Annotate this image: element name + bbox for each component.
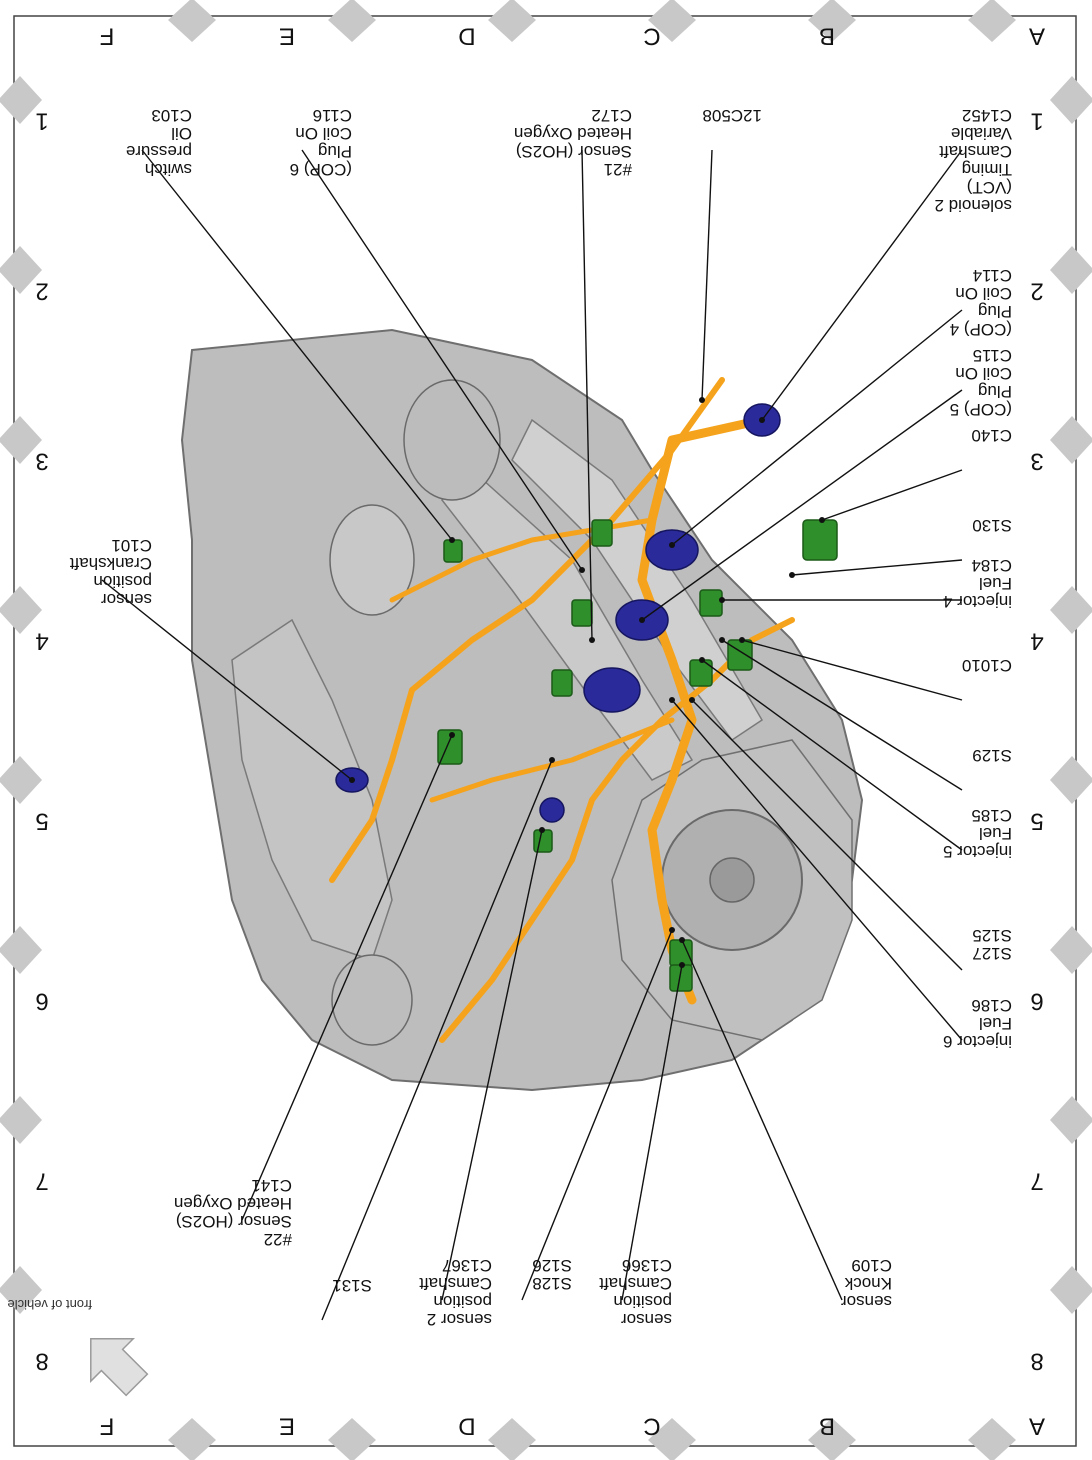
grid-row-label: A	[1028, 22, 1046, 50]
callout-text-line: injector 5	[943, 842, 1012, 861]
callout-text-line: Plug	[977, 382, 1012, 401]
connector-c103	[444, 540, 462, 562]
callout-text-line: position	[613, 1292, 672, 1311]
callout-text-line: C101	[111, 536, 152, 555]
edge-marker	[968, 1418, 1016, 1460]
front-of-vehicle	[7, 1297, 158, 1406]
edge-marker	[0, 926, 42, 974]
grid-column-label: 3	[35, 447, 49, 475]
oil-filter	[330, 505, 414, 615]
callout-text-line: C109	[851, 1256, 892, 1275]
callout-text-line: 12C508	[702, 106, 762, 125]
grid-column-label: 8	[35, 1347, 49, 1375]
edge-marker	[0, 1096, 42, 1144]
callout-text-line: Knock	[844, 1274, 892, 1293]
edge-marker	[168, 1418, 216, 1460]
grid-row-label: E	[278, 22, 296, 50]
callout-text-line: pressure	[125, 142, 192, 161]
edge-marker	[0, 756, 42, 804]
callout-text-line: C1452	[961, 106, 1012, 125]
leader-arrowhead	[589, 637, 595, 643]
callout-text-line: S130	[972, 516, 1012, 535]
grid-row-label: F	[99, 1412, 115, 1440]
callout-text-line: S127	[972, 944, 1012, 963]
callout-text-line: Fuel	[978, 1014, 1012, 1033]
callout-text-line: Variable	[950, 124, 1012, 143]
grid-column-label: 1	[35, 107, 49, 135]
leader-arrowhead	[579, 567, 585, 573]
connector-c1010	[728, 640, 752, 670]
leader-c1452	[762, 150, 962, 420]
edge-marker	[328, 0, 376, 42]
callout-text-line: C1366	[621, 1256, 672, 1275]
callout-12c508	[702, 106, 762, 125]
leader-arrowhead	[539, 827, 545, 833]
grid-column-label: 5	[1030, 807, 1044, 835]
callout-text-line: C1367	[441, 1256, 492, 1275]
edge-marker	[1050, 1096, 1092, 1144]
callout-text-line: C140	[971, 426, 1012, 445]
grid-row-label: B	[818, 1412, 836, 1440]
callout-text-line: Coil On	[295, 124, 352, 143]
callout-text-line: sensor	[840, 1292, 892, 1311]
callout-text-line: Coil On	[955, 364, 1012, 383]
callout-text-line: Plug	[977, 302, 1012, 321]
leader-arrowhead	[789, 572, 795, 578]
callout-s126	[532, 1256, 572, 1293]
callout-text-line: Crankshaft	[69, 554, 152, 573]
leader-arrowhead	[669, 542, 675, 548]
callout-c103	[126, 106, 192, 179]
callout-text-line: C184	[971, 556, 1012, 575]
callout-text-line: C1010	[961, 656, 1012, 675]
callout-text-line: #22	[263, 1230, 292, 1249]
callout-c1010	[962, 656, 1012, 675]
coil-cop-4	[646, 530, 698, 570]
edge-marker	[1050, 1266, 1092, 1314]
connector-c186	[670, 940, 692, 966]
edge-marker	[1050, 76, 1092, 124]
leader-s130	[792, 560, 962, 575]
coil-cop-6	[584, 668, 640, 712]
grid-row-label: A	[1028, 1412, 1046, 1440]
leader-12c508	[702, 150, 712, 400]
callout-text-line: S125	[972, 926, 1012, 945]
connector-c184	[700, 590, 722, 616]
connector-c185	[690, 660, 712, 686]
leader-arrowhead	[549, 757, 555, 763]
callout-c186	[943, 996, 1012, 1051]
callout-text-line: sensor 2	[426, 1310, 492, 1329]
callout-c115	[950, 346, 1012, 419]
leader-c140	[822, 470, 962, 520]
leader-arrowhead	[449, 732, 455, 738]
callout-c185	[943, 806, 1012, 861]
callout-c141	[174, 1176, 292, 1249]
leader-arrowhead	[679, 937, 685, 943]
callout-text-line: solenoid 2	[934, 196, 1012, 215]
leader-arrowhead	[669, 927, 675, 933]
callout-text-line: Oil	[171, 124, 192, 143]
grid-row-label: D	[458, 1412, 476, 1440]
grid-column-label: 4	[1030, 627, 1044, 655]
callout-text-line: Camshaft	[939, 142, 1012, 161]
callout-text-line: Fuel	[978, 574, 1012, 593]
callout-c1366	[599, 1256, 672, 1329]
callout-text-line: #21	[603, 160, 632, 179]
grid-column-label: 1	[1030, 107, 1044, 135]
callout-c114	[950, 266, 1012, 339]
callout-text-line: sensor	[100, 590, 152, 609]
callout-text-line: (COP) 4	[949, 320, 1012, 339]
front-of-vehicle-label: front of vehicle	[7, 1297, 92, 1312]
connector-c114	[592, 520, 612, 546]
leader-arrowhead	[349, 777, 355, 783]
leader-arrowhead	[689, 697, 695, 703]
callout-text-line: S129	[972, 746, 1012, 765]
callout-text-line: C103	[151, 106, 192, 125]
callout-text-line: C141	[251, 1176, 292, 1195]
callout-text-line: C186	[971, 996, 1012, 1015]
edge-marker	[1050, 246, 1092, 294]
callout-text-line: S126	[532, 1256, 572, 1275]
leader-arrowhead	[699, 397, 705, 403]
grid-column-label: 2	[35, 277, 49, 305]
leader-arrowhead	[679, 962, 685, 968]
callout-text-line: C114	[972, 266, 1012, 285]
callout-text-line: injector 4	[943, 592, 1012, 611]
grid-row-label: C	[643, 22, 661, 50]
callout-text-line: C172	[591, 106, 632, 125]
callout-c140	[971, 426, 1012, 445]
callout-text-line: Plug	[317, 142, 352, 161]
grid-column-label: 6	[35, 987, 49, 1015]
callout-c109	[841, 1256, 892, 1311]
edge-marker	[1050, 416, 1092, 464]
callout-text-line: C185	[971, 806, 1012, 825]
connector-c1367	[534, 830, 552, 852]
callout-text-line: (VCT)	[966, 178, 1012, 197]
callout-c184	[943, 556, 1012, 611]
leader-arrowhead	[699, 657, 705, 663]
edge-marker	[968, 0, 1016, 42]
connector-c115	[572, 600, 592, 626]
callout-text-line: Sensor (HO2S)	[515, 142, 632, 161]
callout-text-line: position	[93, 572, 152, 591]
edge-marker	[328, 1418, 376, 1460]
callout-text-line: Heated Oxygen	[173, 1194, 292, 1213]
leader-arrowhead	[669, 697, 675, 703]
leader-arrowhead	[819, 517, 825, 523]
alternator	[404, 380, 500, 500]
connector-c116	[552, 670, 572, 696]
flywheel-hub	[710, 858, 754, 902]
front-arrow-icon	[70, 1318, 158, 1406]
callout-c101	[70, 536, 152, 609]
leader-arrowhead	[759, 417, 765, 423]
edge-marker	[1050, 926, 1092, 974]
edge-marker	[488, 1418, 536, 1460]
callout-c116	[290, 106, 352, 179]
grid-row-label: D	[458, 22, 476, 50]
callout-s125	[972, 926, 1012, 963]
callout-c172	[514, 106, 632, 179]
grid-column-label: 3	[1030, 447, 1044, 475]
edge-marker	[488, 0, 536, 42]
callout-text-line: Sensor (HO2S)	[175, 1212, 292, 1231]
edge-marker	[0, 586, 42, 634]
callout-c1367	[419, 1256, 492, 1329]
grid-row-label: F	[99, 22, 115, 50]
callout-c1452	[934, 106, 1012, 215]
leader-arrowhead	[449, 537, 455, 543]
grid-column-label: 8	[1030, 1347, 1044, 1375]
engine-illustration	[182, 330, 862, 1090]
callout-text-line: Camshaft	[599, 1274, 672, 1293]
callout-s131	[332, 1276, 372, 1295]
coil-ho2s-22	[540, 798, 564, 822]
grid-column-label: 2	[1030, 277, 1044, 305]
leader-arrowhead	[719, 637, 725, 643]
callout-text-line: Heated Oxygen	[513, 124, 632, 143]
edge-marker	[168, 0, 216, 42]
grid-column-label: 6	[1030, 987, 1044, 1015]
callout-text-line: Coil On	[955, 284, 1012, 303]
grid-row-label: E	[278, 1412, 296, 1440]
callout-text-line: S131	[332, 1276, 372, 1295]
edge-marker	[1050, 756, 1092, 804]
leader-arrowhead	[719, 597, 725, 603]
grid-column-label: 5	[35, 807, 49, 835]
leader-arrowhead	[739, 637, 745, 643]
callout-s130	[972, 516, 1012, 535]
callout-text-line: C115	[972, 346, 1012, 365]
callout-text-line: (COP) 5	[949, 400, 1012, 419]
throttle-body	[332, 955, 412, 1045]
grid-column-label: 7	[35, 1167, 49, 1195]
callout-text-line: injector 6	[943, 1032, 1012, 1051]
callout-text-line: C116	[312, 106, 352, 125]
grid-column-label: 7	[1030, 1167, 1044, 1195]
leader-arrowhead	[639, 617, 645, 623]
edge-marker	[1050, 586, 1092, 634]
callout-text-line: sensor	[620, 1310, 672, 1329]
callout-text-line: Fuel	[978, 824, 1012, 843]
callout-text-line: (COP) 6	[289, 160, 352, 179]
callout-s129	[972, 746, 1012, 765]
grid-column-label: 4	[35, 627, 49, 655]
grid-row-label: B	[818, 22, 836, 50]
connector-c140	[803, 520, 837, 560]
callout-text-line: switch	[144, 160, 192, 179]
grid-row-label: C	[643, 1412, 661, 1440]
callout-text-line: Timing	[961, 160, 1012, 179]
callout-text-line: S128	[532, 1274, 572, 1293]
callout-text-line: Camshaft	[419, 1274, 492, 1293]
callout-text-line: position	[433, 1292, 492, 1311]
